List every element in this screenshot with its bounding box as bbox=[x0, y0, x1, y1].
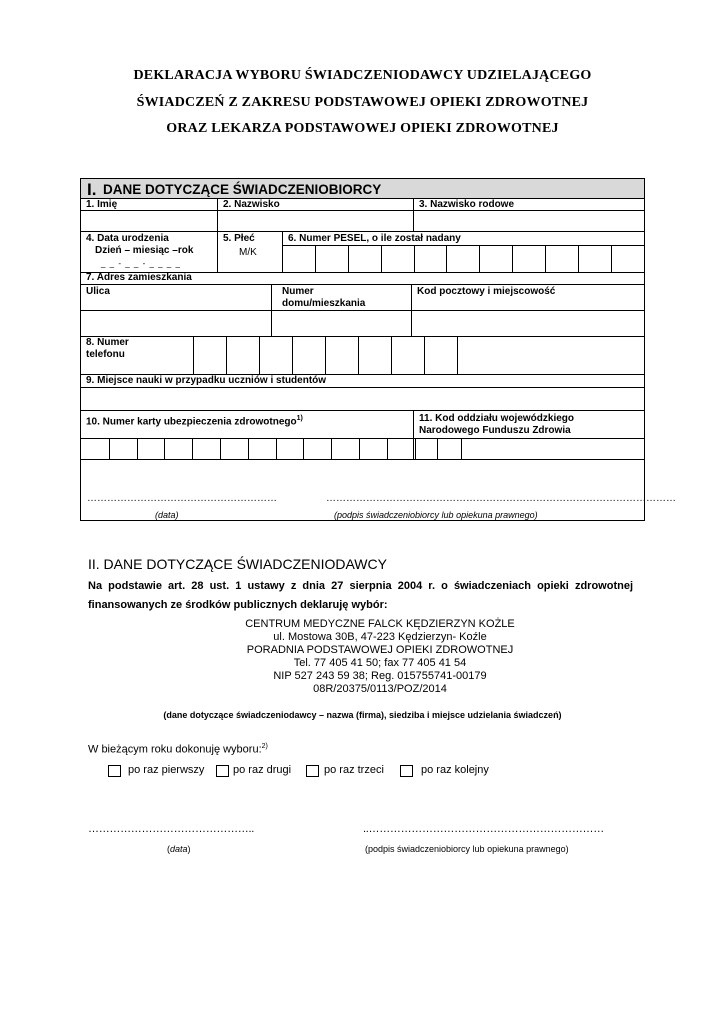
insurance-digit-cell[interactable] bbox=[331, 439, 360, 459]
label-sex: 5. Płeć bbox=[223, 233, 255, 244]
input-house-number[interactable] bbox=[272, 311, 411, 336]
label-nfz-branch-2: Narodowego Funduszu Zdrowia bbox=[419, 425, 571, 436]
provider-line: NIP 527 243 59 38; Reg. 015755741-00179 bbox=[273, 670, 487, 682]
label-phone-2: telefonu bbox=[86, 349, 125, 360]
label-pesel: 6. Numer PESEL, o ile został nadany bbox=[288, 233, 461, 244]
insurance-digit-cell[interactable] bbox=[220, 439, 249, 459]
insurance-digit-cell[interactable] bbox=[109, 439, 138, 459]
pesel-digit-cell[interactable] bbox=[282, 246, 316, 272]
insurance-digit-cell[interactable] bbox=[248, 439, 277, 459]
provider-line: Tel. 77 405 41 50; fax 77 405 41 54 bbox=[293, 657, 467, 669]
provider-line: CENTRUM MEDYCZNE FALCK KĘDZIERZYN KOŻLE bbox=[245, 618, 515, 630]
input-family-name[interactable] bbox=[414, 211, 644, 231]
phone-digit-cell[interactable] bbox=[325, 337, 359, 374]
form-title-line-3: ORAZ LEKARZA PODSTAWOWEJ OPIEKI ZDROWOTNEJ bbox=[166, 121, 559, 136]
input-last-name[interactable] bbox=[218, 211, 413, 231]
input-street[interactable] bbox=[81, 311, 271, 336]
section-2-signature-label: (podpis świadczeniobiorcy lub opiekuna prawnego) bbox=[365, 844, 569, 854]
pesel-digit-cell[interactable] bbox=[414, 246, 448, 272]
label-first-name: 1. Imię bbox=[86, 199, 118, 210]
label-date: (data) bbox=[155, 510, 179, 520]
section-1-title: DANE DOTYCZĄCE ŚWIADCZENIOBIORCY bbox=[103, 182, 382, 197]
pesel-digit-cell[interactable] bbox=[611, 246, 645, 272]
pesel-digit-cell[interactable] bbox=[578, 246, 612, 272]
section-1-header bbox=[81, 179, 644, 199]
section-2-signature-line[interactable]: ..………………………………………………………… bbox=[363, 823, 604, 835]
option-next-time: po raz kolejny bbox=[421, 764, 489, 776]
checkbox-first-time[interactable] bbox=[108, 765, 121, 777]
label-insurance-card: 10. Numer karty ubezpieczenia zdrowotnego$^{1)}$ bbox=[86, 415, 303, 428]
phone-digit-cell[interactable] bbox=[358, 337, 392, 374]
insurance-digit-cell[interactable] bbox=[387, 439, 416, 459]
section-2-date-line[interactable]: ……………………………………….. bbox=[88, 823, 255, 835]
option-first-time: po raz pierwszy bbox=[128, 764, 205, 776]
provider-note: (dane dotyczące świadczeniodawcy – nazwa (firma), siedziba i miejsce udzielania świadczeń) bbox=[163, 710, 562, 720]
pesel-digit-cell[interactable] bbox=[348, 246, 382, 272]
checkbox-second-time[interactable] bbox=[216, 765, 229, 777]
section-2-date-label: (data) bbox=[167, 844, 191, 854]
phone-digit-cell[interactable] bbox=[424, 337, 458, 374]
form-title-line-1: DEKLARACJA WYBORU ŚWIADCZENIODAWCY UDZIELAJĄCEGO bbox=[133, 68, 592, 83]
provider-line: PORADNIA PODSTAWOWEJ OPIEKI ZDROWOTNEJ bbox=[246, 644, 514, 656]
input-first-name[interactable] bbox=[81, 211, 217, 231]
option-third-time: po raz trzeci bbox=[324, 764, 384, 776]
section-1-form bbox=[80, 178, 676, 521]
insurance-digit-cell[interactable] bbox=[192, 439, 221, 459]
pesel-digit-cell[interactable] bbox=[545, 246, 579, 272]
label-birth-date: 4. Data urodzenia bbox=[86, 233, 169, 244]
insurance-digit-cell[interactable] bbox=[81, 439, 110, 459]
label-school: 9. Miejsce nauki w przypadku uczniów i studentów bbox=[86, 375, 327, 386]
choice-label: W bieżącym roku dokonuję wyboru:$^{2)}$ bbox=[88, 743, 268, 756]
label-birth-date-format: Dzień – miesiąc –rok bbox=[95, 245, 194, 256]
section-1-roman: I. bbox=[87, 180, 97, 199]
phone-digit-cell[interactable] bbox=[292, 337, 326, 374]
phone-digit-cell[interactable] bbox=[259, 337, 293, 374]
label-nfz-branch: 11. Kod oddziału wojewódzkiego bbox=[419, 413, 575, 424]
pesel-digit-cell[interactable] bbox=[381, 246, 415, 272]
provider-line: ul. Mostowa 30B, 47-223 Kędzierzyn- Koźle bbox=[273, 631, 487, 643]
phone-digit-cell[interactable] bbox=[160, 337, 194, 374]
insurance-digit-cell[interactable] bbox=[303, 439, 332, 459]
input-postal-city[interactable] bbox=[412, 311, 644, 336]
label-last-name: 2. Nazwisko bbox=[223, 199, 280, 210]
input-school[interactable] bbox=[81, 388, 644, 410]
legal-basis-line-1: Na podstawie art. 28 ust. 1 ustawy z dnia 27 sierpnia 2004 r. o świadczeniach opieki zdrowotnej bbox=[88, 580, 633, 592]
date-line[interactable]: ………………………………………………… bbox=[87, 493, 277, 504]
insurance-digit-cell[interactable] bbox=[137, 439, 166, 459]
sex-options[interactable]: M/K bbox=[239, 247, 257, 258]
pesel-digit-cell[interactable] bbox=[479, 246, 513, 272]
option-second-time: po raz drugi bbox=[233, 764, 292, 776]
label-house-number-2: domu/mieszkania bbox=[282, 298, 366, 309]
legal-basis-line-2: finansowanych ze środków publicznych deklaruję wybór: bbox=[88, 599, 388, 611]
insurance-digit-cell[interactable] bbox=[276, 439, 305, 459]
label-address: 7. Adres zamieszkania bbox=[86, 272, 192, 283]
pesel-digit-cell[interactable] bbox=[447, 246, 481, 272]
checkbox-next-time[interactable] bbox=[400, 765, 413, 777]
pesel-digit-cell[interactable] bbox=[512, 246, 546, 272]
label-street: Ulica bbox=[86, 286, 110, 297]
provider-line: 08R/20375/0113/POZ/2014 bbox=[313, 683, 447, 695]
phone-digit-cell[interactable] bbox=[391, 337, 425, 374]
section-2-title: II. DANE DOTYCZĄCE ŚWIADCZENIODAWCY bbox=[88, 556, 387, 572]
form-title-line-2: ŚWIADCZEŃ Z ZAKRESU PODSTAWOWEJ OPIEKI ZDROWOTNEJ bbox=[136, 95, 589, 110]
insurance-digit-cell[interactable] bbox=[164, 439, 193, 459]
insurance-digit-cell[interactable] bbox=[359, 439, 388, 459]
label-postal-city: Kod pocztowy i miejscowość bbox=[417, 286, 556, 297]
label-family-name: 3. Nazwisko rodowe bbox=[419, 199, 515, 210]
checkbox-third-time[interactable] bbox=[306, 765, 319, 777]
label-phone: 8. Numer bbox=[86, 337, 129, 348]
pesel-digit-cell[interactable] bbox=[315, 246, 349, 272]
phone-digit-cell[interactable] bbox=[193, 337, 227, 374]
nfz-digit-cell[interactable] bbox=[413, 439, 438, 459]
nfz-digit-cell[interactable] bbox=[437, 439, 462, 459]
label-house-number: Numer bbox=[282, 286, 314, 297]
label-signature: (podpis świadczeniobiorcy lub opiekuna prawnego) bbox=[334, 510, 538, 520]
signature-line[interactable]: …………………………………………………………………………………………… bbox=[326, 493, 676, 504]
phone-digit-cell[interactable] bbox=[226, 337, 260, 374]
birth-date-mask[interactable]: _ _ - _ _ - _ _ _ _ bbox=[101, 259, 181, 268]
